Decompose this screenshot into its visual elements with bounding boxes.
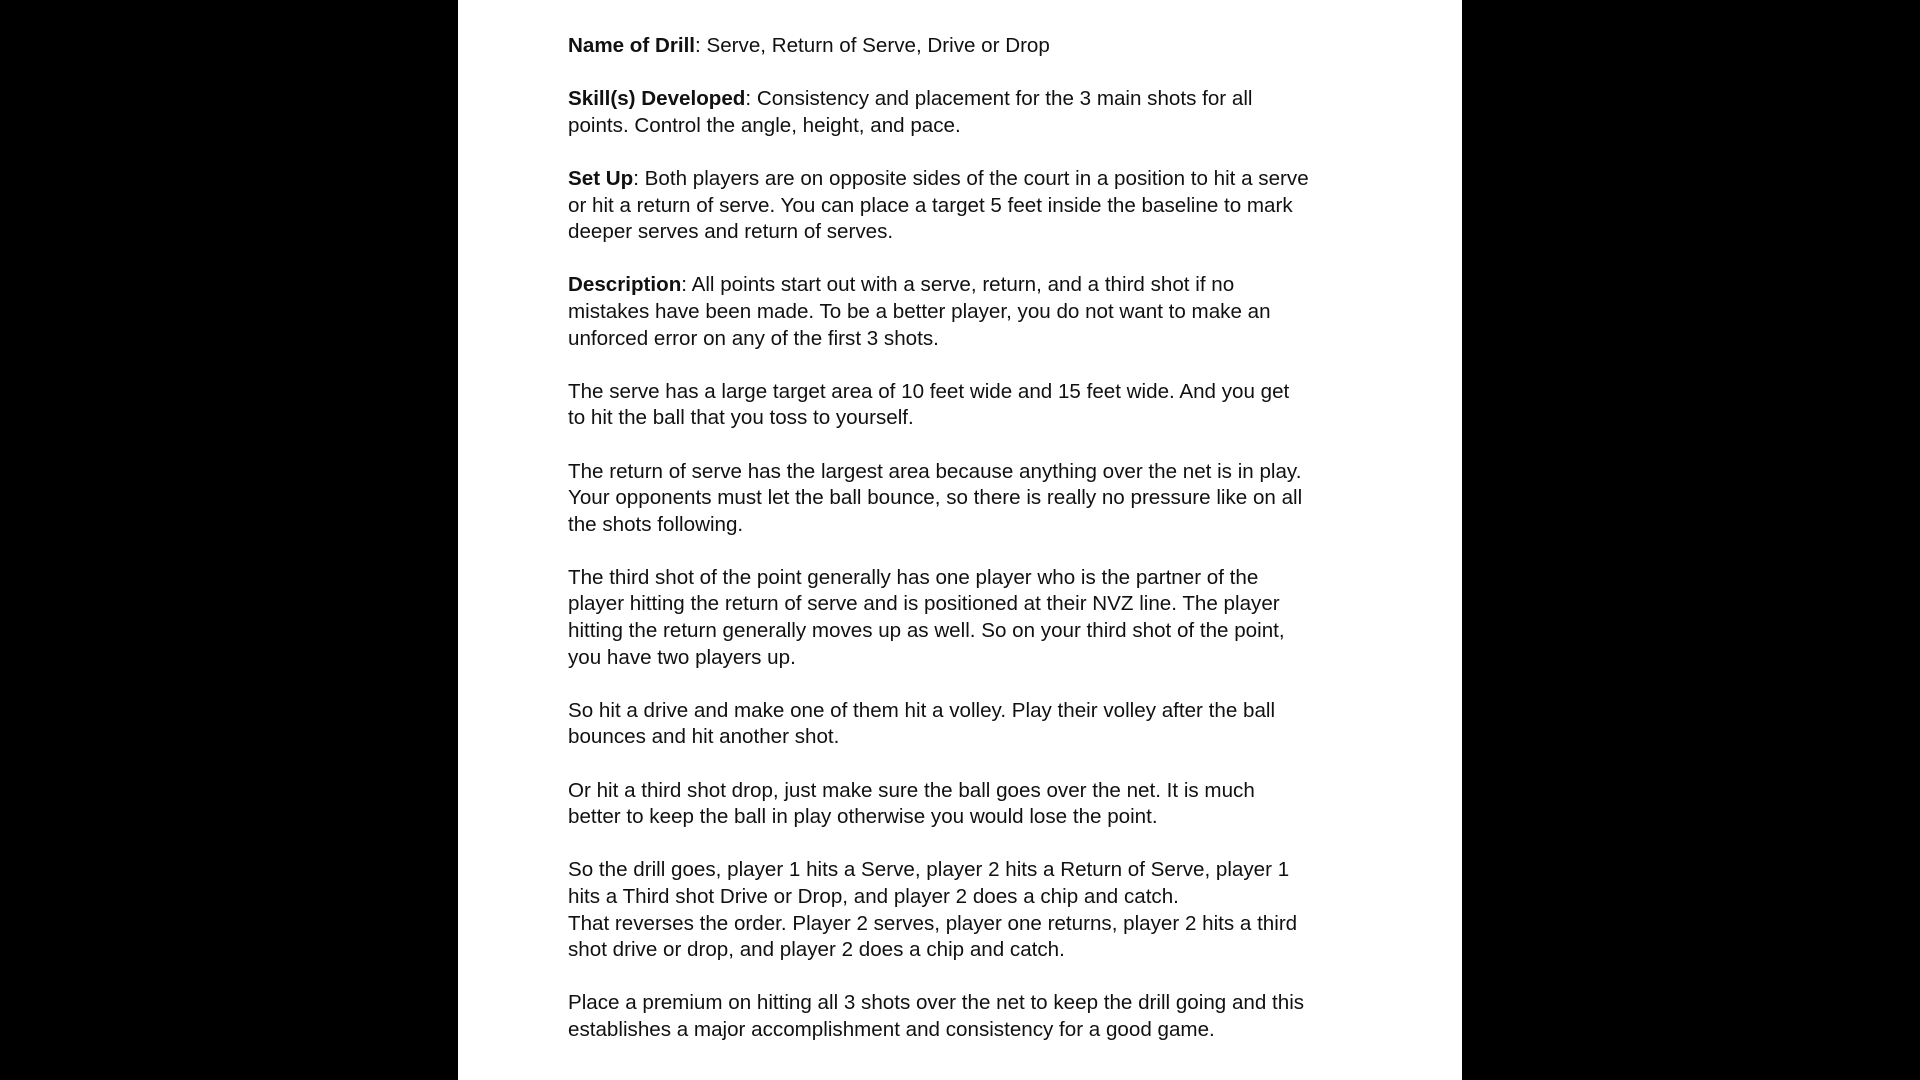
paragraph-drive: So hit a drive and make one of them hit a volley. Play their volley after the ball bounces and hit another shot.	[568, 698, 1276, 749]
document-page	[458, 0, 1462, 1080]
field-label: Skill(s) Developed	[568, 87, 746, 111]
field-value: : Serve, Return of Serve, Drive or Drop	[695, 34, 1050, 57]
field-label: Name of Drill	[568, 34, 696, 57]
set-up	[568, 166, 1368, 246]
field-value: : Both players are on opposite sides of the court in a position to hit a serve or hit a return of serve. You can place a target 5 feet inside the baseline to mark deeper serves and return of serves.	[568, 166, 1309, 244]
skills-developed	[568, 86, 1368, 139]
paragraph-drill-order: So the drill goes, player 1 hits a Serve, player 2 hits a Return of Serve, player 1 hits a Third shot Drive or Drop, and player 2 does a chip and catch.	[568, 858, 1290, 908]
field-label: Description	[568, 273, 682, 297]
paragraph-return: The return of serve has the largest area because anything over the net is in play. Your opponents must let the ball bounce, so there is really no pressure like on all the shots following.	[568, 459, 1303, 536]
name-of-drill	[568, 33, 1368, 60]
paragraph-serve: The serve has a large target area of 10 feet wide and 15 feet wide. And you get to hit the ball that you toss to yourself.	[568, 379, 1290, 430]
field-value: : Consistency and placement for the 3 main shots for all points. Control the angle, height, and pace.	[568, 87, 1253, 137]
field-label: Set Up	[568, 166, 634, 190]
document-body	[568, 33, 1368, 1070]
description	[568, 272, 1368, 352]
field-value: : All points start out with a serve, return, and a third shot if no mistakes have been made. To be a better player, you do not want to make an unforced error on any of the first 3 shots.	[568, 273, 1271, 350]
paragraph-reverse-order: That reverses the order. Player 2 serves, player one returns, player 2 hits a third shot drive or drop, and player 2 does a chip and catch.	[568, 911, 1298, 962]
paragraph-drop: Or hit a third shot drop, just make sure the ball goes over the net. It is much better to keep the ball in play otherwise you would lose the point.	[568, 778, 1255, 829]
paragraph-premium: Place a premium on hitting all 3 shots over the net to keep the drill going and this establishes a major accomplishment and consistency for a good game.	[568, 991, 1305, 1041]
paragraph-third-shot: The third shot of the point generally has one player who is the partner of the player hitting the return of serve and is positioned at their NVZ line. The player hitting the return generally moves up as well. So on your third shot of the point, you have two players up.	[568, 565, 1285, 669]
